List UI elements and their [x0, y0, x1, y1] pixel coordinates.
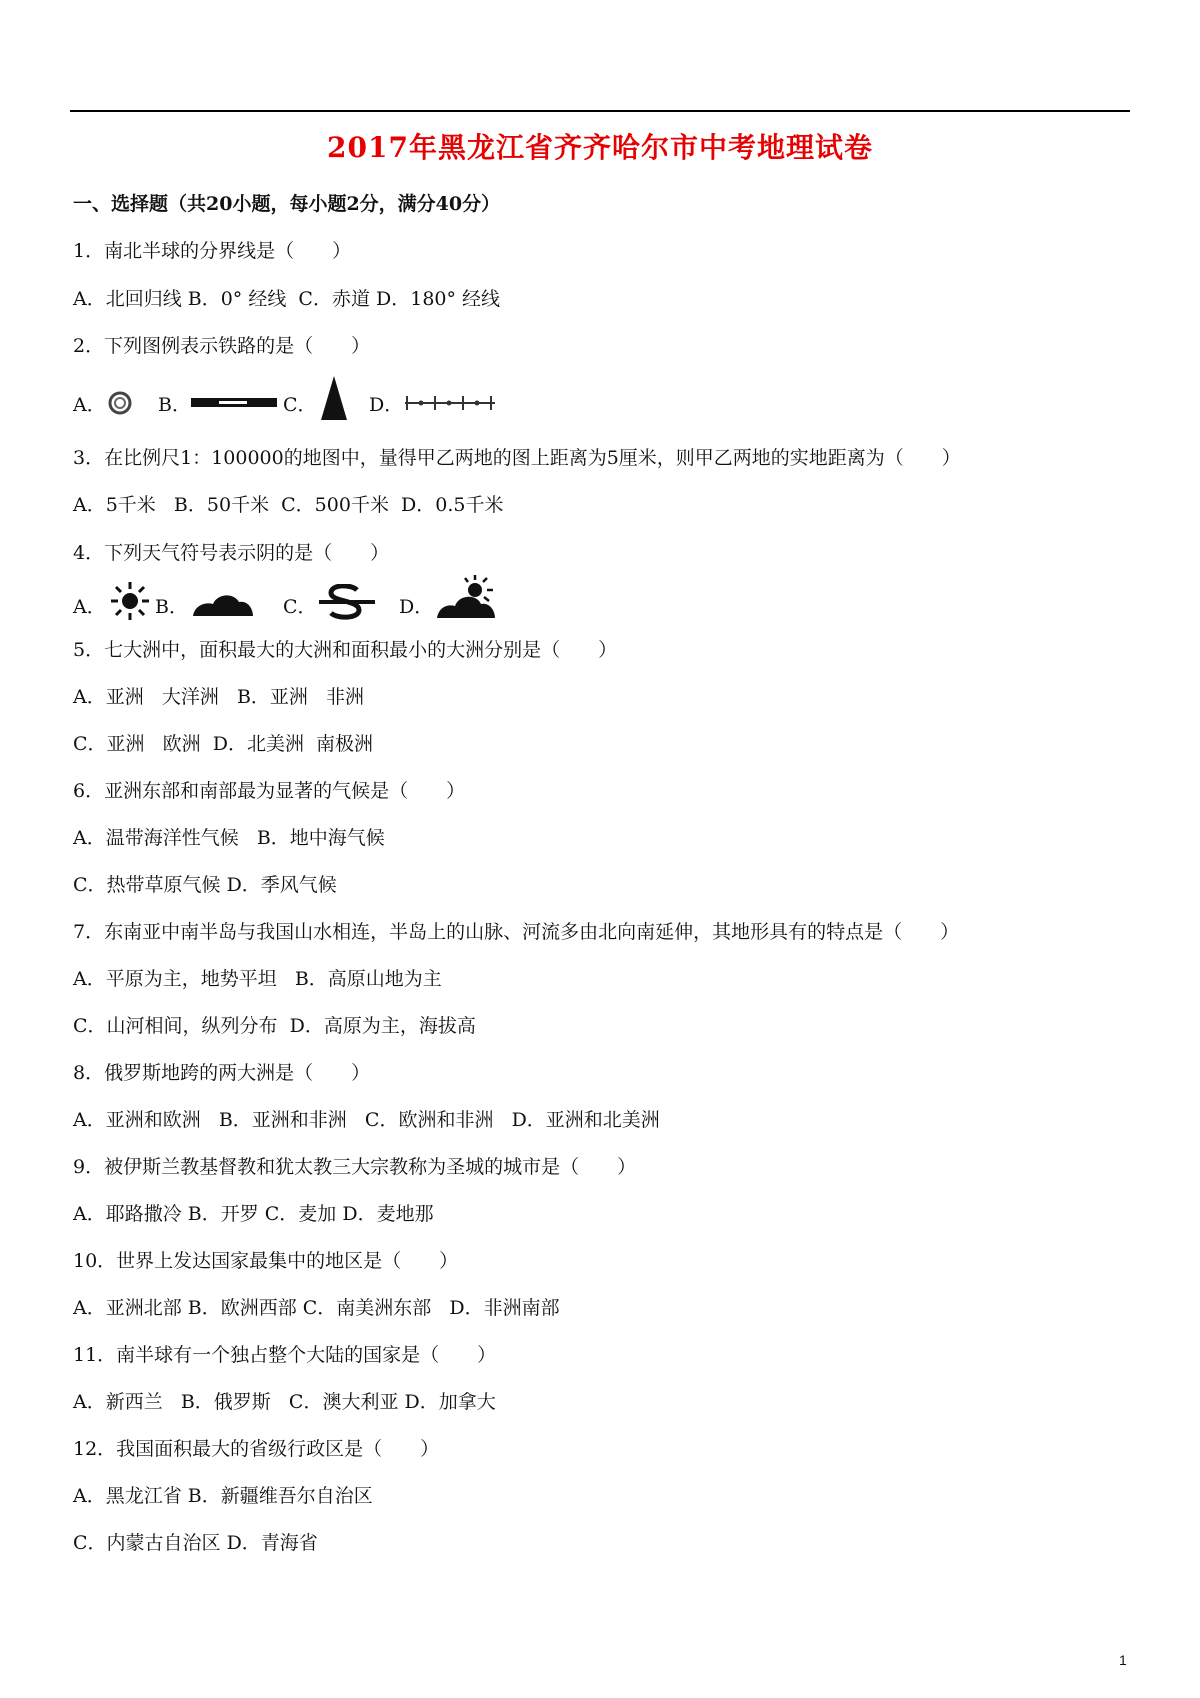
question-10-options: A．亚洲北部 B．欧洲西部 C．南美洲东部 D．非洲南部	[73, 1297, 560, 1319]
sunny-icon	[109, 580, 151, 622]
question-2-label-b: B．	[158, 394, 191, 416]
question-7-options-2: C．山河相间，纵列分布 D．高原为主，海拔高	[73, 1015, 476, 1037]
question-5-stem: 5．七大洲中，面积最大的大洲和面积最小的大洲分别是（ ）	[73, 639, 618, 661]
question-12-stem: 12．我国面积最大的省级行政区是（ ）	[73, 1438, 440, 1460]
question-2-label-a: A．	[73, 394, 106, 416]
question-11-stem: 11．南半球有一个独占整个大陆的国家是（ ）	[73, 1344, 497, 1366]
question-12-options-2: C．内蒙古自治区 D．青海省	[73, 1532, 318, 1554]
question-2-label-c: C．	[283, 394, 317, 416]
question-5-options-2: C．亚洲 欧洲 D．北美洲 南极洲	[73, 733, 374, 755]
question-12-options-1: A．黑龙江省 B．新疆维吾尔自治区	[73, 1485, 373, 1507]
question-4-options	[73, 592, 1073, 632]
question-4-label-d: D．	[399, 596, 434, 618]
question-9-options: A．耶路撒冷 B．开罗 C．麦加 D．麦地那	[73, 1203, 434, 1225]
question-7-options-1: A．平原为主，地势平坦 B．高原山地为主	[73, 968, 442, 990]
question-6-options-1: A．温带海洋性气候 B．地中海气候	[73, 827, 385, 849]
question-6-options-2: C．热带草原气候 D．季风气候	[73, 874, 337, 896]
question-4-stem: 4．下列天气符号表示阴的是（ ）	[73, 542, 390, 564]
page-title: 2017年黑龙江省齐齐哈尔市中考地理试卷	[327, 131, 873, 164]
question-3-stem: 3．在比例尺1：100000的地图中，量得甲乙两地的图上距离为5厘米，则甲乙两地的实地距离为（ ）	[73, 447, 961, 469]
railway-legend-icon	[191, 392, 277, 412]
question-10-stem: 10．世界上发达国家最集中的地区是（ ）	[73, 1250, 459, 1272]
question-11-options: A．新西兰 B．俄罗斯 C．澳大利亚 D．加拿大	[73, 1391, 496, 1413]
question-2-stem: 2．下列图例表示铁路的是（ ）	[73, 335, 371, 357]
question-3-options: A．5千米 B．50千米 C．500千米 D．0.5千米	[73, 494, 504, 516]
circle-marker-icon	[107, 390, 133, 416]
partly-cloudy-icon	[435, 574, 497, 620]
question-2-label-d: D．	[369, 394, 404, 416]
question-2-options	[73, 390, 1073, 430]
question-8-options: A．亚洲和欧洲 B．亚洲和非洲 C．欧洲和非洲 D．亚洲和北美洲	[73, 1109, 660, 1131]
question-7-stem: 7．东南亚中南半岛与我国山水相连，半岛上的山脉、河流多由北向南延伸，其地形具有的特点是（ ）	[73, 921, 960, 943]
question-1-options: A．北回归线 B．0° 经线 C．赤道 D．180° 经线	[73, 288, 501, 310]
sandstorm-icon	[319, 584, 375, 620]
question-6-stem: 6．亚洲东部和南部最为显著的气候是（ ）	[73, 780, 466, 802]
overcast-icon	[191, 590, 255, 618]
boundary-line-icon	[405, 392, 495, 414]
question-9-stem: 9．被伊斯兰教基督教和犹太教三大宗教称为圣城的城市是（ ）	[73, 1156, 637, 1178]
question-1-stem: 1．南北半球的分界线是（ ）	[73, 240, 352, 262]
question-4-label-b: B．	[155, 596, 188, 618]
question-8-stem: 8．俄罗斯地跨的两大洲是（ ）	[73, 1062, 371, 1084]
mountain-peak-icon	[319, 376, 349, 420]
header-rule	[70, 110, 1130, 112]
question-4-label-c: C．	[283, 596, 317, 618]
question-4-label-a: A．	[73, 596, 106, 618]
question-5-options-1: A．亚洲 大洋洲 B．亚洲 非洲	[73, 686, 365, 708]
section-heading: 一、选择题（共20小题，每小题2分，满分40分）	[73, 193, 501, 215]
page-number: 1	[1119, 1652, 1127, 1668]
